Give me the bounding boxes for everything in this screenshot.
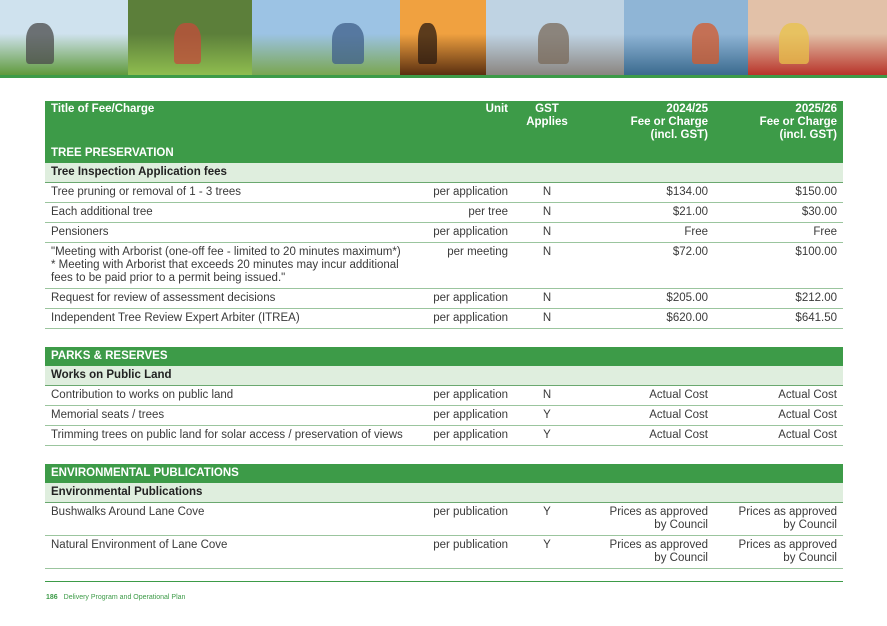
banner-divider (0, 75, 887, 78)
fee-unit: per application (417, 426, 514, 446)
fee-2025-26: Actual Cost (714, 386, 843, 406)
lion-dance-festival-photo (748, 0, 887, 75)
fee-gst: N (514, 223, 580, 243)
section-gap (45, 329, 843, 348)
section-gap (45, 446, 843, 465)
section-gap-cell (45, 446, 843, 465)
page-number: 186 (46, 594, 58, 601)
dog-agility-photo (128, 0, 252, 75)
header-unit: Unit (417, 101, 514, 144)
photo-subject (174, 23, 201, 64)
header-fee-2024 (580, 101, 714, 144)
header-banner (0, 0, 887, 75)
footer-divider (45, 581, 843, 582)
table-row (45, 406, 843, 426)
fee-title: Request for review of assessment decisions (45, 289, 417, 309)
fee-unit: per meeting (417, 243, 514, 289)
fee-2025-26: $212.00 (714, 289, 843, 309)
subsection-title: Works on Public Land (45, 366, 843, 386)
photo-subject (692, 23, 719, 64)
fee-title: Bushwalks Around Lane Cove (45, 503, 417, 536)
fee-2025-26: Actual Cost (714, 406, 843, 426)
fee-unit: per application (417, 183, 514, 203)
section-header-row (45, 347, 843, 366)
fee-title: Tree pruning or removal of 1 - 3 trees (45, 183, 417, 203)
section-title: ENVIRONMENTAL PUBLICATIONS (45, 464, 843, 483)
fee-gst: N (514, 386, 580, 406)
section-title: PARKS & RESERVES (45, 347, 843, 366)
photo-subject (332, 23, 365, 64)
fee-2025-26: Actual Cost (714, 426, 843, 446)
fee-unit: per application (417, 223, 514, 243)
fee-title: Natural Environment of Lane Cove (45, 536, 417, 569)
fee-2024-25: Prices as approved by Council (580, 503, 714, 536)
table-body (45, 144, 843, 569)
header-fee-2025 (714, 101, 843, 144)
table-row (45, 289, 843, 309)
fee-2025-26: Prices as approved by Council (714, 536, 843, 569)
header-fee-line: 2024/25 (666, 103, 708, 115)
header-gst-line: GST (535, 103, 559, 115)
pavilion-photo (0, 0, 128, 75)
fee-gst: Y (514, 426, 580, 446)
subsection-header-row (45, 366, 843, 386)
fee-title: Contribution to works on public land (45, 386, 417, 406)
fees-table (45, 101, 843, 569)
fee-2025-26: $30.00 (714, 203, 843, 223)
table-row (45, 203, 843, 223)
table-row (45, 223, 843, 243)
table-row (45, 243, 843, 289)
table-header (45, 101, 843, 144)
fee-2025-26: $150.00 (714, 183, 843, 203)
table-row (45, 183, 843, 203)
photo-subject (779, 23, 810, 64)
photo-subject (26, 23, 54, 64)
header-title: Title of Fee/Charge (45, 101, 417, 144)
header-fee-line: (incl. GST) (650, 129, 708, 141)
fee-2024-25: Actual Cost (580, 406, 714, 426)
fee-2025-26: $100.00 (714, 243, 843, 289)
header-fee-line: 2025/26 (795, 103, 837, 115)
subsection-title: Environmental Publications (45, 483, 843, 503)
kayak-river-photo (624, 0, 748, 75)
header-fee-line: Fee or Charge (630, 116, 708, 128)
table-row (45, 536, 843, 569)
fee-gst: N (514, 203, 580, 223)
header-gst (514, 101, 580, 144)
fee-unit: per application (417, 309, 514, 329)
fee-gst: N (514, 183, 580, 203)
fee-title: Pensioners (45, 223, 417, 243)
fee-unit: per application (417, 289, 514, 309)
table-row (45, 426, 843, 446)
table-row (45, 309, 843, 329)
outdoor-fitness-photo (252, 0, 400, 75)
fee-2024-25: Actual Cost (580, 426, 714, 446)
document-title: Delivery Program and Operational Plan (63, 594, 186, 601)
fee-gst: Y (514, 536, 580, 569)
subsection-header-row (45, 163, 843, 183)
section-gap-cell (45, 329, 843, 348)
fee-unit: per tree (417, 203, 514, 223)
fee-2024-25: $21.00 (580, 203, 714, 223)
fee-2024-25: Free (580, 223, 714, 243)
fee-2025-26: Free (714, 223, 843, 243)
section-header-row (45, 144, 843, 163)
fee-title: Memorial seats / trees (45, 406, 417, 426)
fee-gst: N (514, 309, 580, 329)
fee-title: Each additional tree (45, 203, 417, 223)
subsection-title: Tree Inspection Application fees (45, 163, 843, 183)
page-footer (46, 594, 185, 601)
fee-unit: per application (417, 406, 514, 426)
fee-2024-25: $72.00 (580, 243, 714, 289)
fee-2024-25: $205.00 (580, 289, 714, 309)
subsection-header-row (45, 483, 843, 503)
photo-subject (538, 23, 568, 64)
header-fee-line: (incl. GST) (779, 129, 837, 141)
fee-unit: per publication (417, 503, 514, 536)
kookaburra-sunset-photo (400, 0, 486, 75)
table-row (45, 386, 843, 406)
fee-gst: N (514, 289, 580, 309)
fee-2024-25: $620.00 (580, 309, 714, 329)
fee-unit: per application (417, 386, 514, 406)
header-fee-line: Fee or Charge (759, 116, 837, 128)
fee-gst: Y (514, 503, 580, 536)
fee-2024-25: $134.00 (580, 183, 714, 203)
photo-subject (418, 23, 437, 64)
table-row (45, 503, 843, 536)
header-gst-line: Applies (526, 116, 568, 128)
fee-2024-25: Actual Cost (580, 386, 714, 406)
fee-title: Trimming trees on public land for solar access / preservation of views (45, 426, 417, 446)
section-header-row (45, 464, 843, 483)
fee-title: Independent Tree Review Expert Arbiter (ITREA) (45, 309, 417, 329)
fee-2025-26: $641.50 (714, 309, 843, 329)
section-title: TREE PRESERVATION (45, 144, 843, 163)
fee-gst: Y (514, 406, 580, 426)
fee-2025-26: Prices as approved by Council (714, 503, 843, 536)
fee-gst: N (514, 243, 580, 289)
fee-unit: per publication (417, 536, 514, 569)
fee-title: "Meeting with Arborist (one-off fee - limited to 20 minutes maximum*) * Meeting with Arborist that exceeds 20 minutes may incur additional fees to be paid prior to a permit being issued." (45, 243, 417, 289)
fee-2024-25: Prices as approved by Council (580, 536, 714, 569)
street-shopping-photo (486, 0, 624, 75)
